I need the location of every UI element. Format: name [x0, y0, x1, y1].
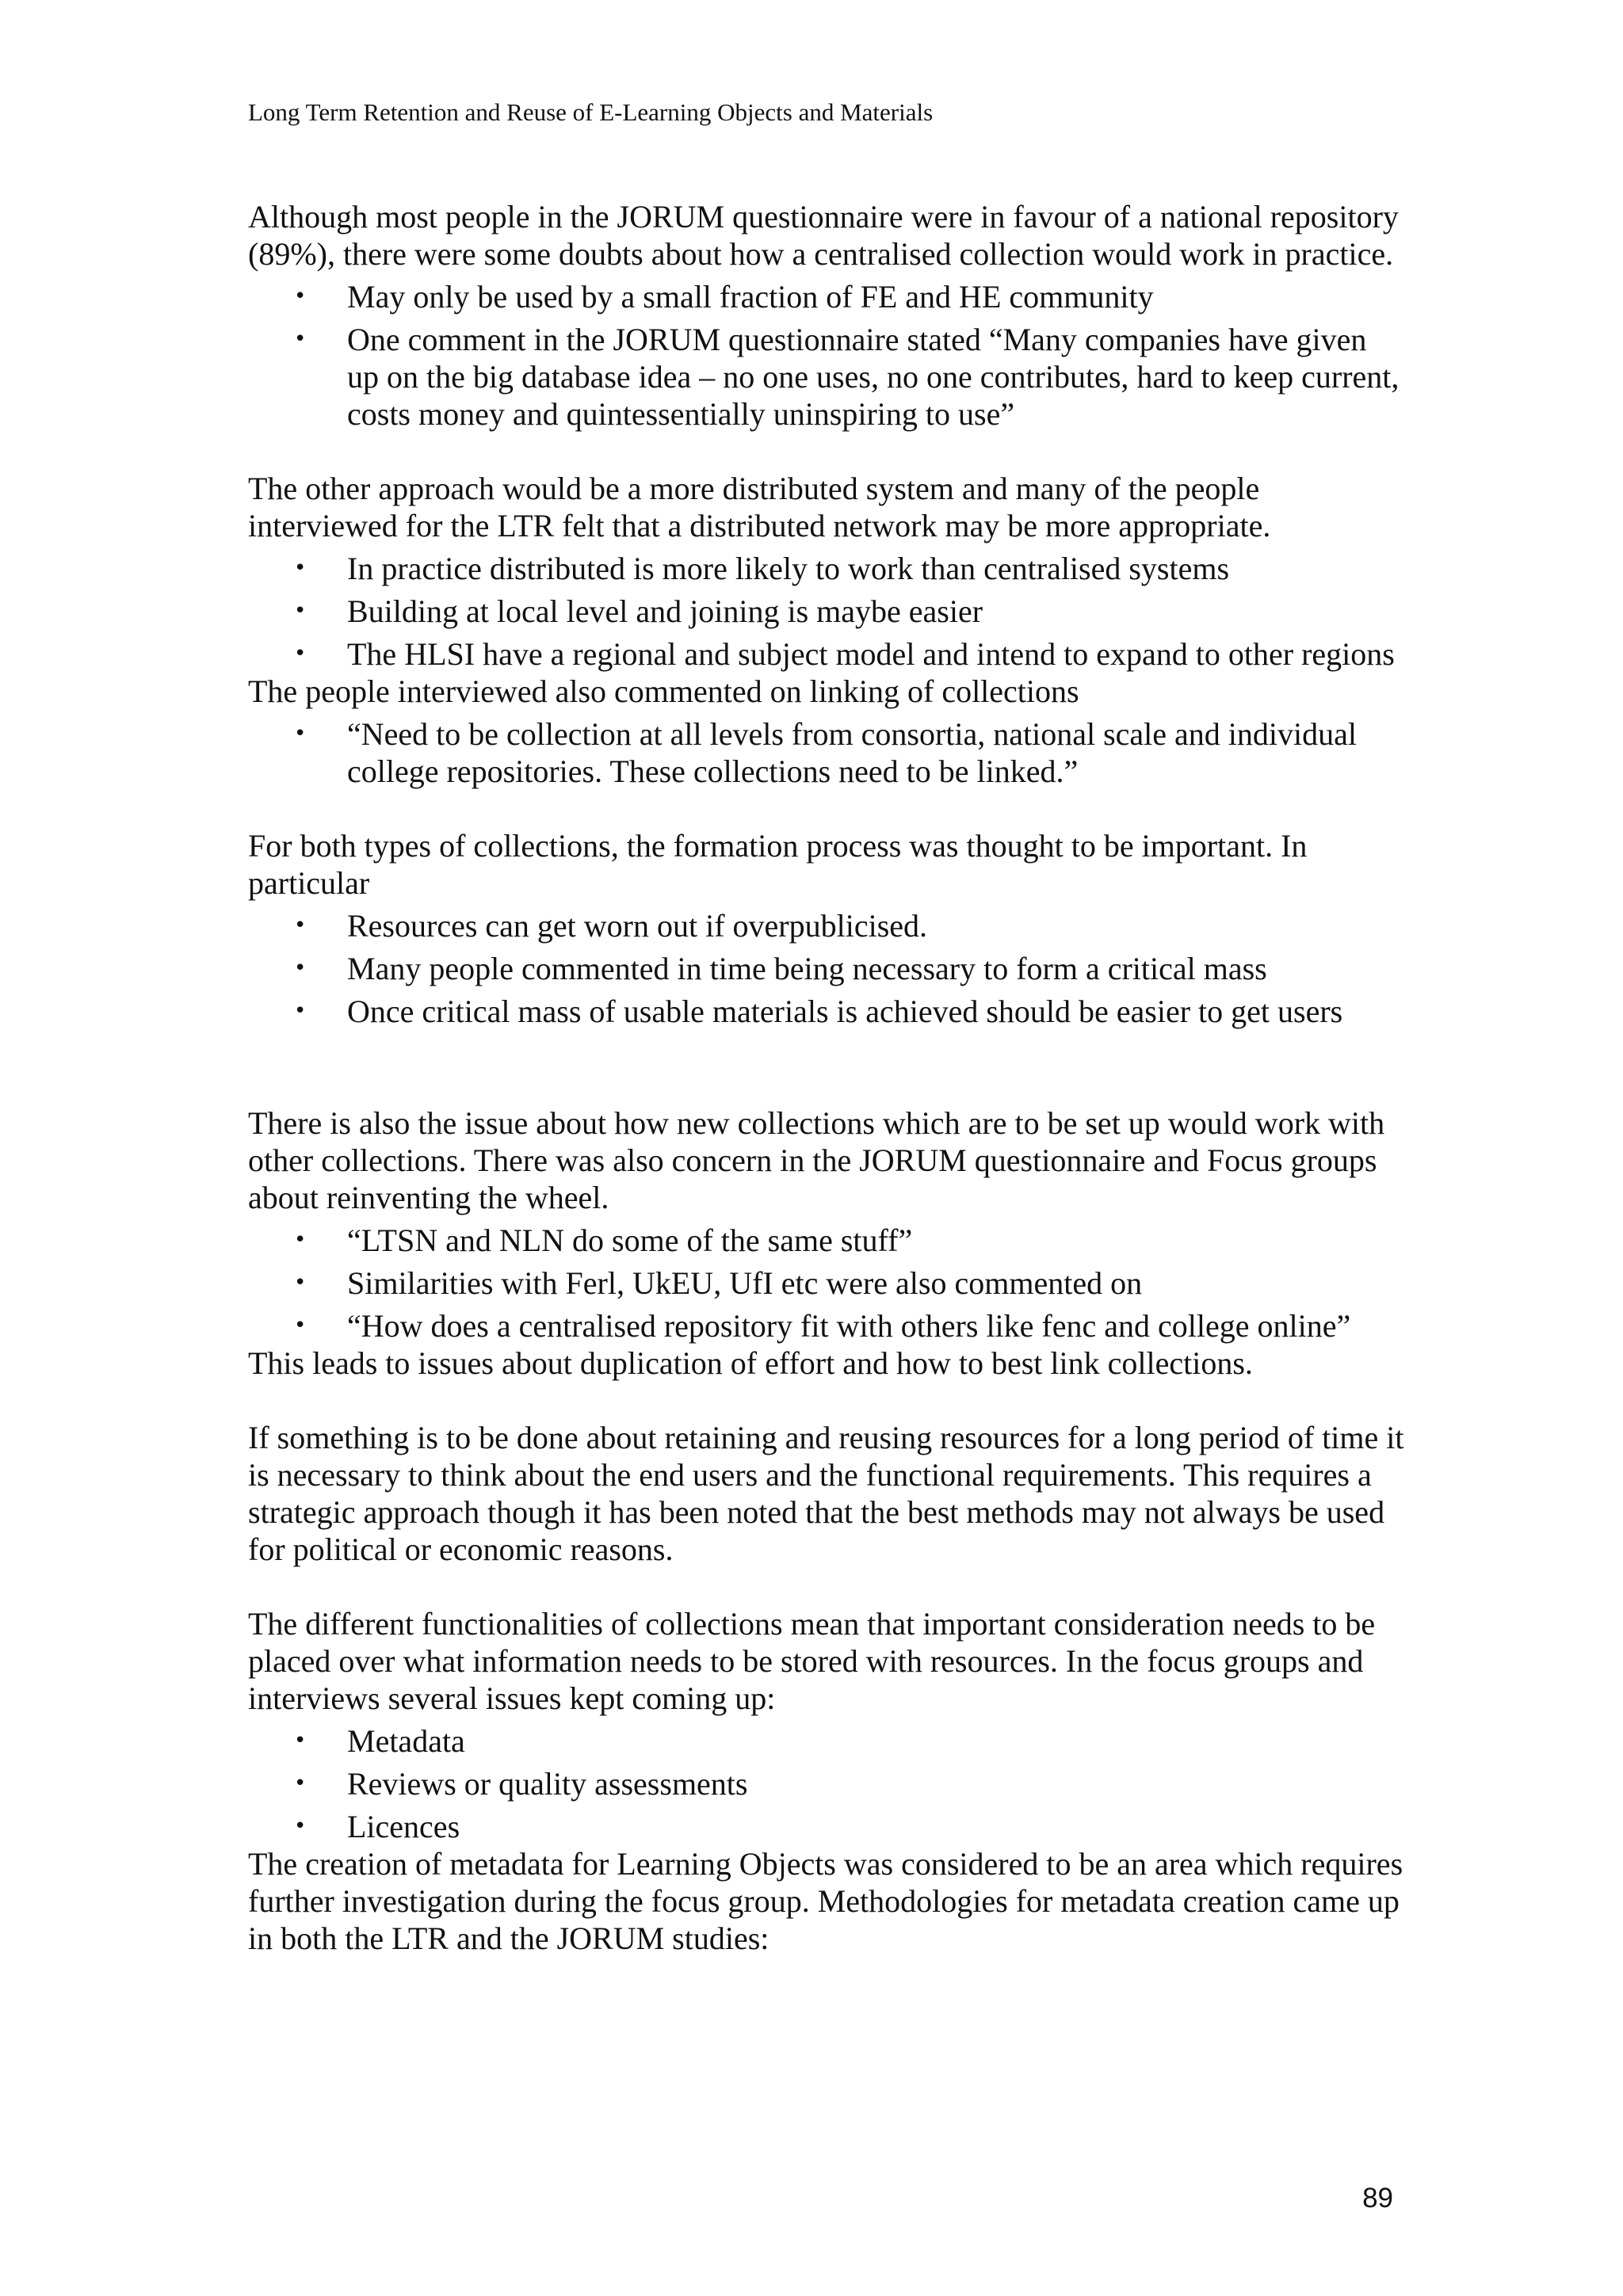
- list-item-text: Metadata: [347, 1723, 465, 1759]
- list-item-text: “How does a centralised repository fit with others like fenc and college online”: [347, 1308, 1351, 1344]
- page-number: 89: [1362, 2183, 1393, 2214]
- bullet-icon: •: [294, 956, 307, 980]
- paragraph-distributed-system: The other approach would be a more distributed system and many of the people interviewed for the LTR felt that a distributed network may be more appropriate.: [248, 471, 1271, 543]
- list-item-text: Building at local level and joining is maybe easier: [347, 593, 983, 629]
- bullet-icon: •: [294, 1314, 307, 1337]
- list-item-text: Licences: [347, 1809, 460, 1844]
- bullet-icon: •: [294, 913, 307, 937]
- paragraph-linking-collections: The people interviewed also commented on linking of collections: [248, 673, 1079, 709]
- paragraph-national-repository: Although most people in the JORUM questionnaire were in favour of a national repository (89%), there were some doubts about how a centralised collection would work in practice.: [248, 199, 1399, 272]
- paragraph-gap: [248, 1568, 1405, 1605]
- bullet-icon: •: [294, 1814, 307, 1838]
- doubts-list: [248, 278, 1405, 433]
- paragraph-metadata-creation: The creation of metadata for Learning Objects was considered to be an area which requires further investigation during the focus group. Methodologies for metadata creation came up in both the LTR and the JORUM studies:: [248, 1846, 1403, 1956]
- bullet-icon: •: [294, 1772, 307, 1795]
- list-item: [248, 1765, 1405, 1802]
- running-header: Long Term Retention and Reuse of E-Learning Objects and Materials: [248, 98, 934, 126]
- bullet-icon: •: [294, 1271, 307, 1295]
- paragraph-retaining-reusing: If something is to be done about retaining and reusing resources for a long period of time it is necessary to think about the end users and the functional requirements. This requires a strategic approach though it has been noted that the best methods may not always be used for political or economic reasons.: [248, 1420, 1404, 1567]
- list-item-text: Resources can get worn out if overpublicised.: [347, 908, 928, 944]
- list-item: [248, 907, 1405, 944]
- bullet-icon: •: [294, 722, 307, 746]
- list-item-text: Similarities with Ferl, UkEU, UfI etc were also commented on: [347, 1265, 1143, 1301]
- bullet-icon: •: [294, 556, 307, 580]
- bullet-icon: •: [294, 284, 307, 308]
- list-item: [248, 321, 1405, 433]
- list-item: [248, 550, 1405, 587]
- reinventing-list: [248, 1222, 1405, 1344]
- list-item: [248, 1722, 1405, 1760]
- bullet-icon: •: [294, 642, 307, 666]
- paragraph-gap: [248, 433, 1405, 470]
- page-body: [248, 198, 1405, 1957]
- list-item: [248, 278, 1405, 315]
- paragraph-gap: [248, 1382, 1405, 1419]
- list-item: [248, 1264, 1405, 1302]
- list-item: [248, 950, 1405, 987]
- paragraph-duplication: This leads to issues about duplication of effort and how to best link collections.: [248, 1345, 1253, 1381]
- bullet-icon: •: [294, 327, 307, 351]
- paragraph-formation-process: For both types of collections, the formation process was thought to be important. In particular: [248, 828, 1308, 901]
- list-item: [248, 635, 1405, 673]
- list-item-text: “LTSN and NLN do some of the same stuff”: [347, 1222, 913, 1258]
- bullet-icon: •: [294, 1729, 307, 1753]
- formation-list: [248, 907, 1405, 1030]
- list-item: [248, 1222, 1405, 1259]
- list-item-text: One comment in the JORUM questionnaire stated “Many companies have given up on the big database idea – no one uses, no one contributes, hard to keep current, costs money and quintessentially uninspiring to use”: [347, 322, 1400, 432]
- bullet-icon: •: [294, 999, 307, 1023]
- list-item: [248, 1307, 1405, 1344]
- paragraph-gap: [248, 790, 1405, 827]
- list-item: [248, 715, 1405, 790]
- list-item-text: The HLSI have a regional and subject model and intend to expand to other regions: [347, 636, 1395, 672]
- paragraph-new-collections: There is also the issue about how new collections which are to be set up would work with other collections. There was also concern in the JORUM questionnaire and Focus groups about reinventing the wheel.: [248, 1105, 1385, 1215]
- list-item-text: May only be used by a small fraction of FE and HE community: [347, 279, 1154, 315]
- list-item-text: Many people commented in time being necessary to form a critical mass: [347, 951, 1267, 986]
- list-item: [248, 593, 1405, 630]
- list-item-text: “Need to be collection at all levels from consortia, national scale and individual college repositories. These collections need to be linked.”: [347, 716, 1358, 789]
- list-item-text: Once critical mass of usable materials is achieved should be easier to get users: [347, 994, 1343, 1029]
- issues-list: [248, 1722, 1405, 1845]
- list-item-text: In practice distributed is more likely to work than centralised systems: [347, 551, 1230, 586]
- list-item-text: Reviews or quality assessments: [347, 1766, 748, 1802]
- paragraph-functionalities: The different functionalities of collections mean that important consideration needs to be placed over what information needs to be stored with resources. In the focus groups and interviews several issues kept coming up:: [248, 1606, 1376, 1716]
- list-item: [248, 993, 1405, 1030]
- list-item: [248, 1808, 1405, 1845]
- distributed-list: [248, 550, 1405, 673]
- linking-list: [248, 715, 1405, 790]
- paragraph-gap: [248, 1030, 1405, 1104]
- bullet-icon: •: [294, 599, 307, 623]
- bullet-icon: •: [294, 1228, 307, 1252]
